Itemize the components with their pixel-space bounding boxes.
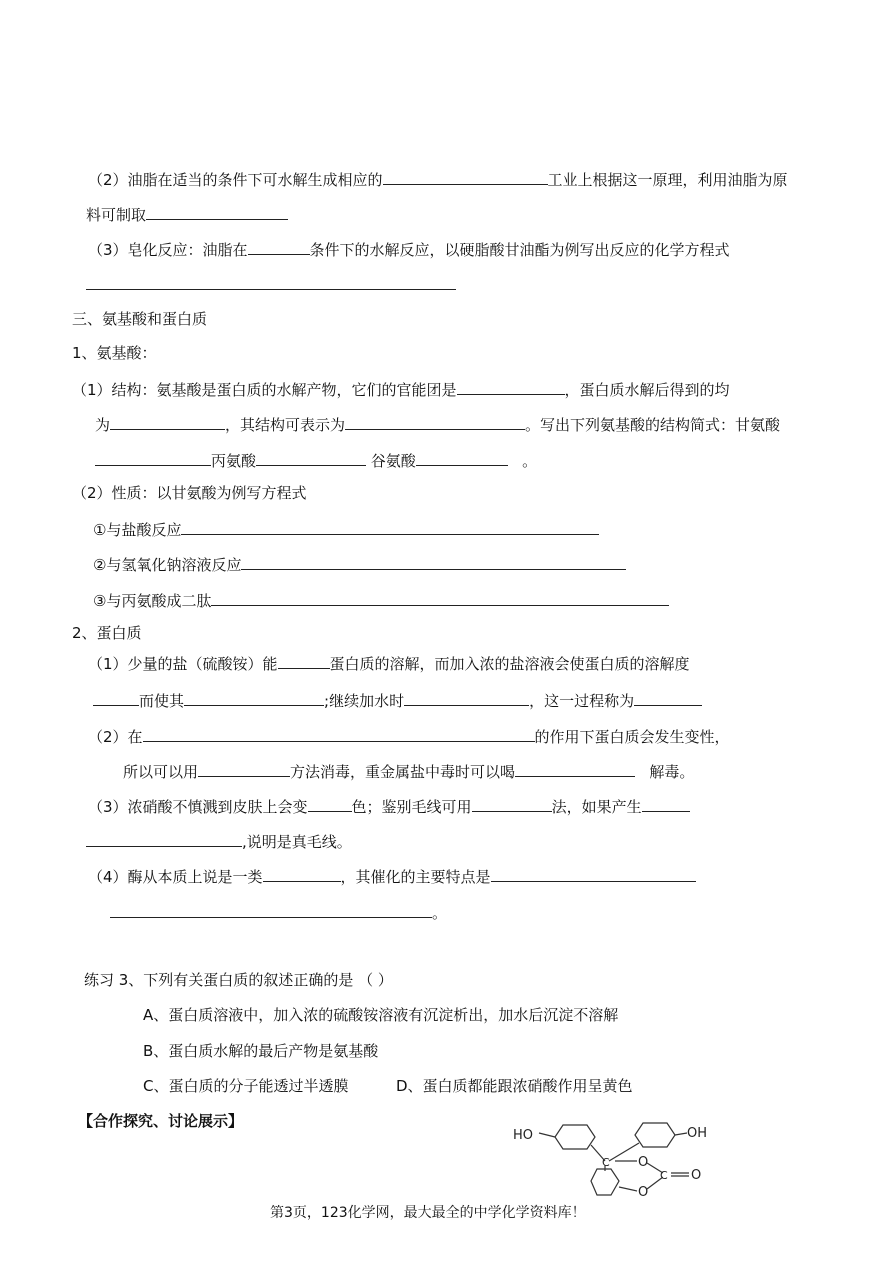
text: ;继续加水时 [324,692,405,710]
bond-ho-left [539,1133,555,1137]
amino-reaction-3 [93,588,669,612]
protein-p2-line1 [88,724,730,748]
protein-p2-line2 [123,759,694,783]
exercise-option-b[interactable]: B、蛋白质水解的最后产物是氨基酸 [143,1042,379,1060]
lipid-item3-answer [86,272,456,296]
text: （1）少量的盐（硫酸铵）能 [88,655,278,673]
c2-label: C [660,1169,668,1182]
o-label-double: O [691,1168,702,1183]
text: ，其结构可表示为 [225,416,346,434]
o-label-2: O [638,1185,649,1200]
blank[interactable] [93,688,139,706]
bond-right-c [609,1143,639,1161]
lipid-item3-line1 [88,237,730,261]
cooperation-heading: 【合作探究、讨论展示】 [78,1112,244,1130]
blank[interactable] [472,794,552,812]
text: 色；鉴别毛线可用 [351,798,472,816]
text: 谷氨酸 [370,452,416,470]
protein-heading: 2、蛋白质 [72,624,142,642]
blank[interactable] [211,588,669,606]
bond-oh-right [675,1133,687,1135]
oh-label: OH [687,1126,708,1141]
protein-p3-line2 [86,829,352,853]
protein-p4-line2 [110,900,447,924]
text: （4）酶从本质上说是一类 [88,868,263,886]
text: 条件下的水解反应，以硬脂酸甘油酯为例写出反应的化学方程式 [309,241,730,259]
lower-benzene-ring [591,1169,619,1195]
amino-reaction-2 [93,552,626,576]
text: 料可制取 [86,206,147,224]
blank[interactable] [383,167,548,185]
blank[interactable] [248,237,310,255]
blank[interactable] [345,412,525,430]
blank[interactable] [457,377,565,395]
text: （3）浓硝酸不慎溅到皮肤上会变 [88,798,308,816]
right-phenyl-ring [635,1123,675,1147]
blank[interactable] [241,552,626,570]
text: 方法消毒，重金属盐中毒时可以喝 [290,763,516,781]
c-label: C [602,1156,610,1169]
blank[interactable] [146,202,288,220]
protein-p3-line1 [88,794,690,818]
text: ③与丙氨酸成二肽 [93,592,212,610]
amino-heading: 1、氨基酸： [72,344,157,362]
lipid-item2-line2 [86,202,288,226]
text: 为 [95,416,111,434]
blank[interactable] [95,448,211,466]
blank[interactable] [515,759,635,777]
text: 蛋白质的溶解，而加入浓的盐溶液会使蛋白质的溶解度 [329,655,690,673]
text: ①与盐酸反应 [93,521,182,539]
blank[interactable] [110,900,432,918]
o-label-1: O [638,1155,649,1170]
text: ，蛋白质水解后得到的均 [564,381,730,399]
blank[interactable] [278,651,330,669]
ho-label: HO [513,1128,534,1143]
text: 解毒。 [649,763,695,781]
text: ，其催化的主要特点是 [340,868,491,886]
text: 。 [432,904,448,922]
blank[interactable] [634,688,702,706]
text: （2）在 [88,728,143,746]
left-phenyl-ring [555,1125,595,1149]
exercise-question: 练习 3、下列有关蛋白质的叙述正确的是 （ ） [84,971,393,989]
blank[interactable] [181,517,599,535]
text: 。 [522,452,538,470]
text: 丙氨酸 [211,452,257,470]
blank[interactable] [256,448,366,466]
blank[interactable] [491,864,696,882]
exercise-option-d[interactable]: D、蛋白质都能跟浓硝酸作用呈黄色 [396,1077,633,1095]
protein-p1-line2 [93,688,702,712]
text: 工业上根据这一原理，利用油脂为原 [547,171,788,189]
bond-o-ring [619,1187,637,1191]
blank[interactable] [143,724,535,742]
protein-p1-line1 [88,651,690,675]
blank[interactable] [198,759,290,777]
amino-property-heading: （2）性质：以甘氨酸为例写方程式 [72,484,307,502]
blank[interactable] [416,448,508,466]
text: ，这一过程称为 [529,692,635,710]
blank[interactable] [86,829,242,847]
text: （1）结构：氨基酸是蛋白质的水解产物，它们的官能团是 [72,381,457,399]
blank[interactable] [86,272,456,290]
amino-structure-line3 [95,448,537,472]
text: 的作用下蛋白质会发生变性， [534,728,730,746]
text: 而使其 [139,692,185,710]
blank[interactable] [404,688,529,706]
protein-p4-line1 [88,864,696,888]
text: ②与氢氧化钠溶液反应 [93,556,242,574]
text: （3）皂化反应：油脂在 [88,241,248,259]
page-footer: 第3页，123化学网，最大最全的中学化学资料库！ [270,1205,586,1221]
section3-heading: 三、氨基酸和蛋白质 [72,310,208,328]
exercise-option-c[interactable]: C、蛋白质的分子能透过半透膜 [143,1077,349,1095]
text: ,说明是真毛线。 [242,833,352,851]
amino-structure-line2 [95,412,780,436]
text: 。写出下列氨基酸的结构简式：甘氨酸 [525,416,781,434]
text: （2）油脂在适当的条件下可水解生成相应的 [88,171,383,189]
blank[interactable] [263,864,341,882]
text: 所以可以用 [123,763,199,781]
exercise-option-a[interactable]: A、蛋白质溶液中，加入浓的硫酸铵溶液有沉淀析出，加水后沉淀不溶解 [143,1006,619,1024]
amino-reaction-1 [93,517,599,541]
blank[interactable] [184,688,324,706]
text: 法，如果产生 [551,798,642,816]
lipid-item2-line1 [88,167,788,191]
phenolphthalein-structure [505,1115,735,1207]
blank[interactable] [110,412,225,430]
blank[interactable] [642,794,690,812]
blank[interactable] [308,794,352,812]
amino-structure-line1 [72,377,730,401]
